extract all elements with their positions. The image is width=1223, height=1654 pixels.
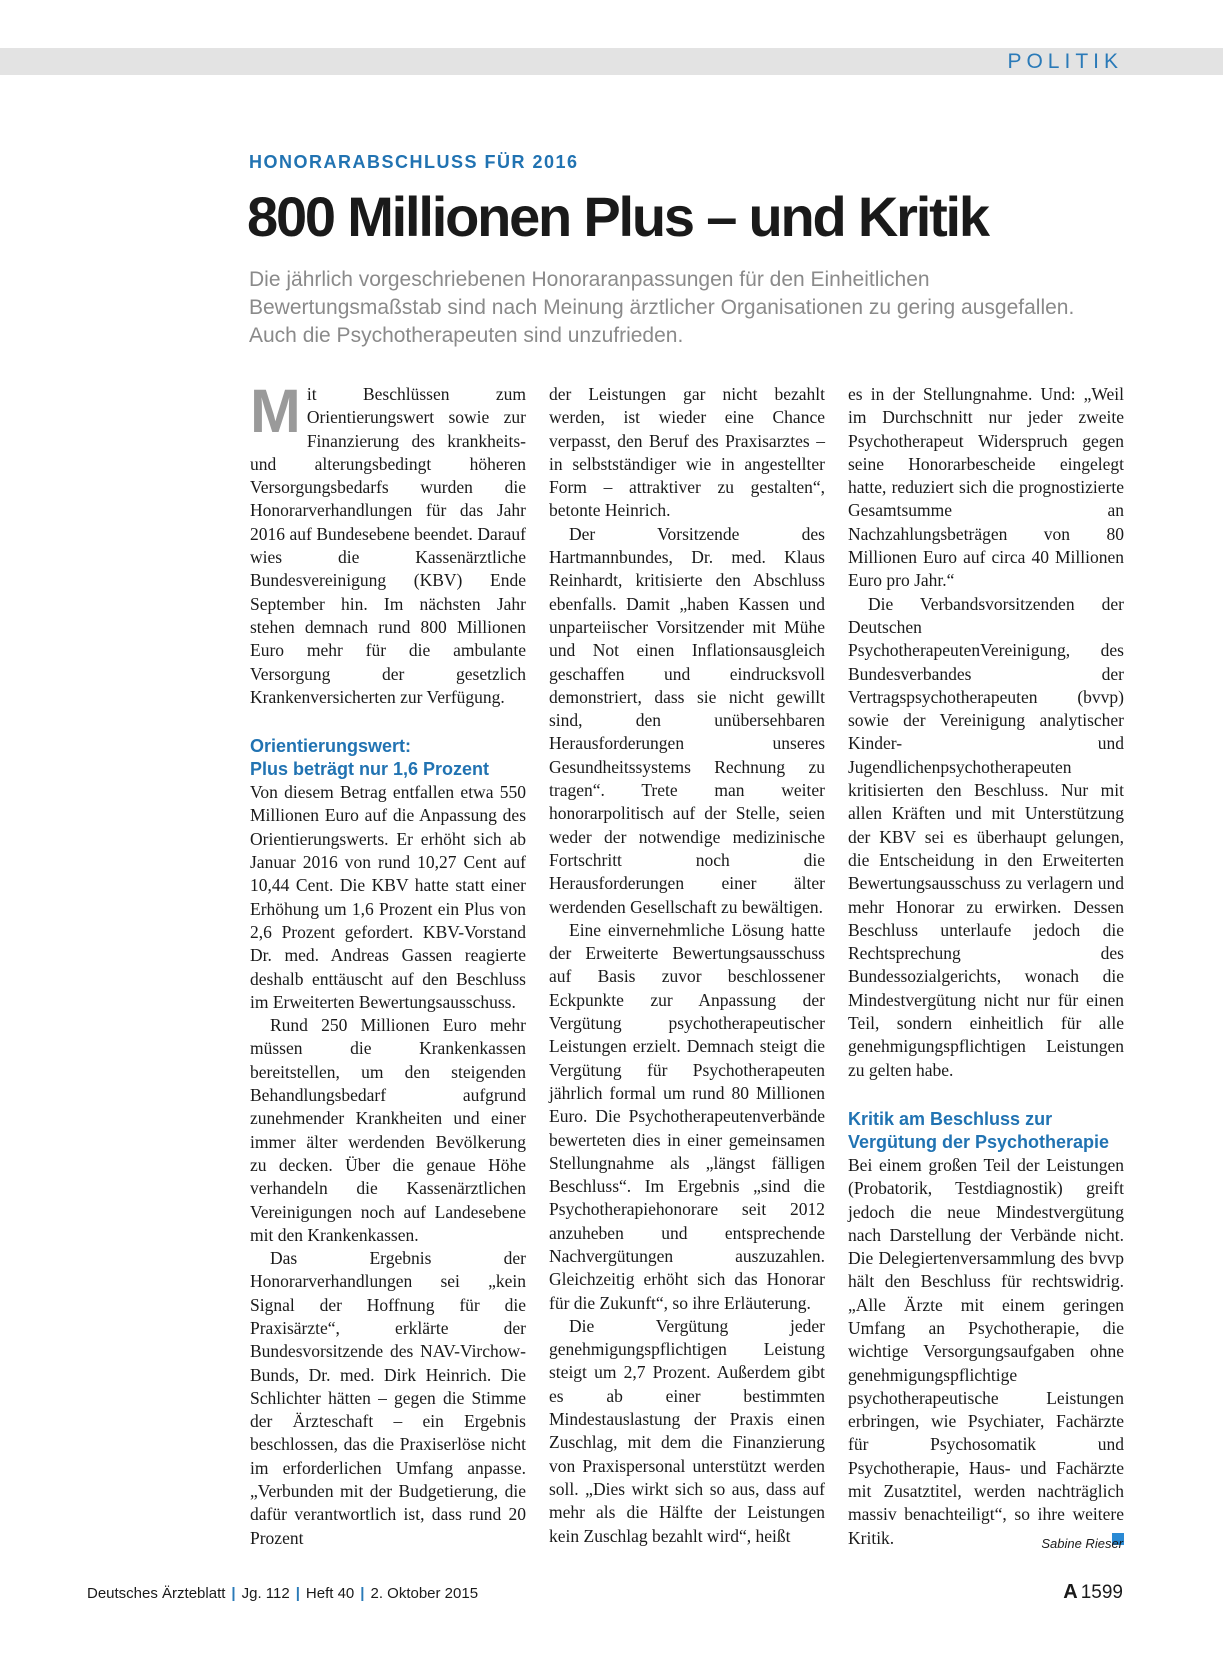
article-title: 800 Millionen Plus – und Kritik xyxy=(247,185,988,248)
publication-name: Deutsches Ärzteblatt xyxy=(87,1585,226,1602)
paragraph: es in der Stellungnahme. Und: „Weil im Durchschnitt nur jeder zweite Psychotherapeut Widerspruch gegen seine Honorarbescheide eingelegt hatte, reduziert sich die prognostizierte Gesamtsumme an Nachzahlungsbeträgen von 80 Millionen Euro auf circa 40 Millionen Euro pro Jahr.“ xyxy=(848,384,1124,591)
subheading-kritik: Kritik am Beschluss zur Vergütung der Psychotherapie xyxy=(848,1108,1110,1152)
article-kicker: HONORARABSCHLUSS FÜR 2016 xyxy=(249,152,579,172)
paragraph: Die Verbandsvorsitzenden der Deutschen PsychotherapeutenVereinigung, des Bundesverbandes der Vertragspsychotherapeuten (bvvp) sowie der Vereinigung analytischer Kinder- und Jugendlichenpsychotherapeuten kritisierten den Beschluss. Nur mit allen Kräften und mit Unterstützung der KBV sei es überhaupt gelungen, die Entscheidung in den Erweiterten Bewertungsausschuss zu verlagern und mehr Honorar zu erwirken. Dessen Beschluss unterlaufe jedoch die Rechtsprechung des Bundessozialgerichts, wonach die Mindestvergütung nicht nur für einen Teil, sondern einheitlich für alle genehmigungspflichtigen Leistungen zu gelten habe. xyxy=(848,593,1124,1080)
issue-date: 2. Oktober 2015 xyxy=(370,1585,479,1602)
issue: Heft 40 xyxy=(305,1585,355,1602)
article-column-3 xyxy=(848,383,1124,1550)
paragraph: Das Ergebnis der Honorarverhandlungen sei „kein Signal der Hoffnung für die Praxisärzte“, erklärte der Bundesvorsitzende des NAV-Virchow-Bunds, Dr. med. Dirk Heinrich. Die Schlichter hätten – gegen die Stimme der Ärzteschaft – ein Ergebnis beschlossen, das die Praxiserlöse nicht im erforderlichen Umfang anpasse. „Verbunden mit der Budgetierung, die dafür verantwortlich ist, dass rund 20 Prozent xyxy=(250,1248,526,1548)
article-lead: Die jährlich vorgeschriebenen Honoraranpassungen für den Einheitlichen Bewertungsmaßstab sind nach Meinung ärztlicher Organisationen zu gering ausgefallen. Auch die Psychotherapeuten sind unzufrieden. xyxy=(249,268,1075,347)
section-label: POLITIK xyxy=(1007,50,1123,73)
article-column-1 xyxy=(250,377,526,1550)
author-byline: Sabine Rieser xyxy=(1041,1536,1123,1551)
paragraph: Eine einvernehmliche Lösung hatte der Erweiterte Bewertungsausschuss auf Basis zuvor beschlossener Eckpunkte zur Anpassung der Vergütung psychotherapeutischer Leistungen erzielt. Demnach steigt die Vergütung für Psychotherapeuten jährlich formal um rund 80 Millionen Euro. Die Psychotherapeutenverbände bewerteten dies in einer gemeinsamen Stellungnahme als „längst fälligen Beschluss“. Im Ergebnis „sind die Psychotherapiehonorare seit 2012 anzuheben und entsprechende Nachvergütungen auszuzahlen. Gleichzeitig erhöht sich das Honorar für die Zukunft“, so ihre Erläuterung. xyxy=(549,919,825,1313)
drop-cap: M xyxy=(250,377,301,445)
paragraph: Mit Beschlüssen zum Orientierungswert sowie zur Finanzierung des krankheits- und alterungsbedingt höheren Versorgungsbedarfs wurden die Honorarverhandlungen für das Jahr 2016 auf Bundesebene beendet. Darauf wies die Kassenärztliche Bundesvereinigung (KBV) Ende September hin. Im nächsten Jahr stehen demnach rund 800 Millionen Euro mehr für die ambulante Versorgung der gesetzlich Krankenversicherten zur Verfügung. xyxy=(250,377,526,707)
paragraph: Die Vergütung jeder genehmigungspflichtigen Leistung steigt um 2,7 Prozent. Außerdem gibt es ab einer bestimmten Mindestauslastung der Praxis einen Zuschlag, mit dem die Finanzierung von Praxispersonal unterstützt werden soll. „Dies wirkt sich so aus, dass auf mehr als die Hälfte der Leistungen kein Zuschlag bezahlt wird“, heißt xyxy=(549,1315,825,1546)
page-number: A 1599 xyxy=(1063,1581,1123,1603)
paragraph: Rund 250 Millionen Euro mehr müssen die Krankenkassen bereitstellen, um den steigenden Behandlungsbedarf aufgrund zunehmender Krankheiten und einer immer älter werdenden Bevölkerung zu decken. Über die genaue Höhe verhandeln die Kassenärztlichen Vereinigungen noch auf Landesebene mit den Krankenkassen. xyxy=(250,1015,526,1245)
volume: Jg. 112 xyxy=(241,1585,290,1602)
subheading-orientierungswert: Orientierungswert: Plus beträgt nur 1,6 Prozent xyxy=(250,736,490,780)
paragraph: Der Vorsitzende des Hartmannbundes, Dr. med. Klaus Reinhardt, kritisierte den Abschluss ebenfalls. Damit „haben Kassen und unparteiischer Vorsitzender mit Mühe und Not einen Inflationsausgleich geschaffen und eindrucksvoll demonstriert, dass sie nicht gewillt sind, den unübersehbaren Herausforderungen unseres Gesundheitssystems Rechnung zu tragen“. Trete man weiter honorarpolitisch auf der Stelle, seien weder der notwendige medizinische Fortschritt noch die Herausforderungen einer älter werdenden Gesellschaft zu bewältigen. xyxy=(549,523,825,917)
paragraph: der Leistungen gar nicht bezahlt werden, ist wieder eine Chance verpasst, den Beruf des Praxisarztes – in selbstständiger wie in angestellter Form – attraktiver zu gestalten“, betonte Heinrich. xyxy=(549,384,825,521)
paragraph: Von diesem Betrag entfallen etwa 550 Millionen Euro auf die Anpassung des Orientierungswerts. Er erhöht sich ab Januar 2016 von rund 10,27 Cent auf 10,44 Cent. Die KBV hatte statt einer Erhöhung um 1,6 Prozent ein Plus von 2,6 Prozent gefordert. KBV-Vorstand Dr. med. Andreas Gassen reagierte deshalb enttäuscht auf den Beschluss im Erweiterten Bewertungsausschuss. xyxy=(250,782,526,1012)
article-column-2 xyxy=(549,383,825,1548)
footer-citation: Deutsches Ärzteblatt | Jg. 112 | Heft 40 | 2. Oktober 2015 xyxy=(87,1585,479,1602)
paragraph: Bei einem großen Teil der Leistungen (Probatorik, Testdiagnostik) greift jedoch die neue Mindestvergütung nach Darstellung der Verbände nicht. Die Delegiertenversammlung des bvvp hält den Beschluss für rechtswidrig. „Alle Ärzte mit einem geringen Umfang an Psychotherapie, die wichtige Versorgungsaufgaben ohne genehmigungspflichtige psychotherapeutische Leistungen erbringen, wie Psychiater, Fachärzte für Psychosomatik und Psychotherapie, Haus- und Fachärzte mit Zusatztitel, werden nachträglich massiv benachteiligt“, so ihre weitere Kritik. xyxy=(848,1154,1124,1548)
